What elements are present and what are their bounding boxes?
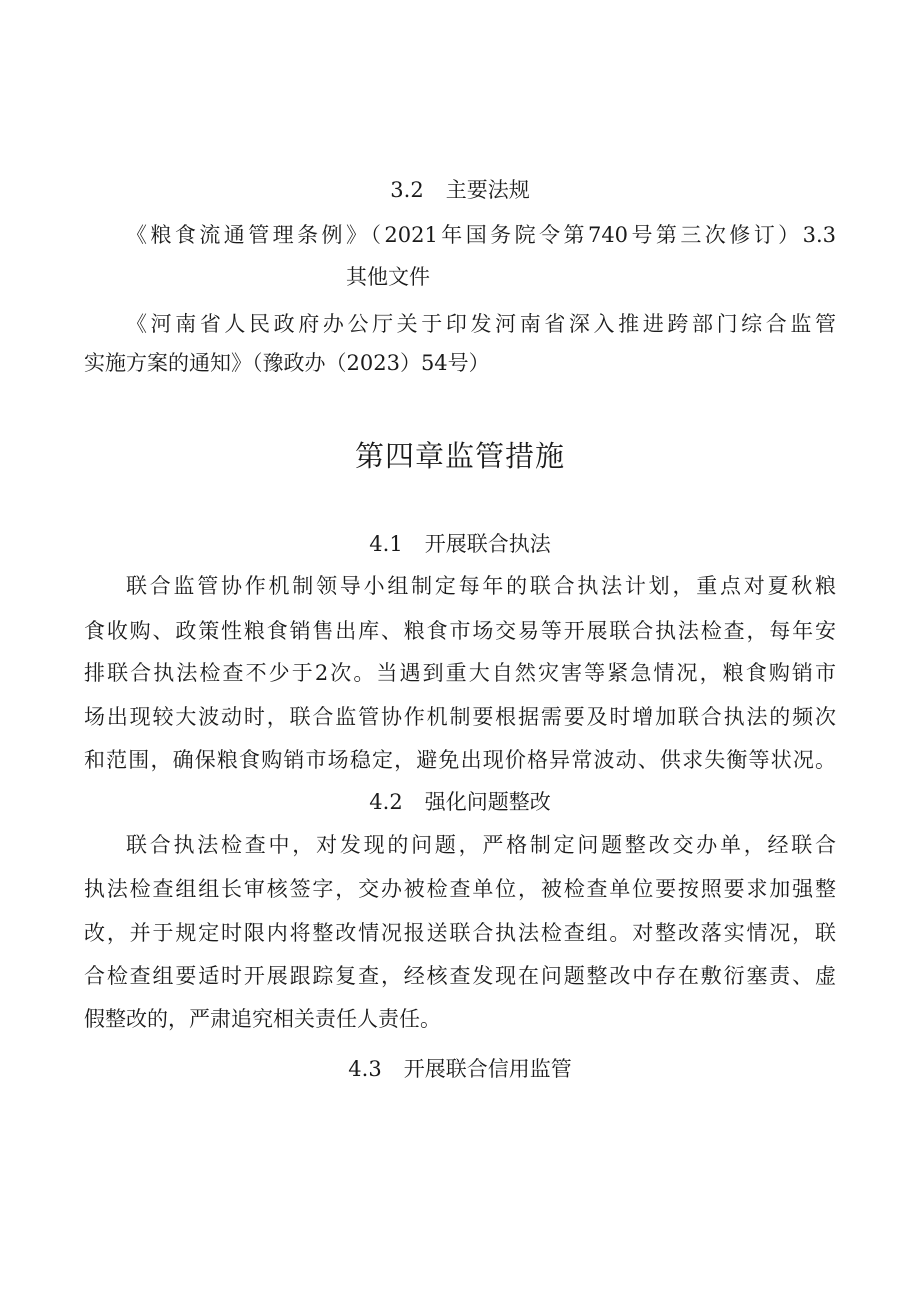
section-heading-4-3	[84, 1054, 836, 1084]
section-title: 开展联合信用监管	[403, 1057, 572, 1081]
para-4-2-line: 改，并于规定时限内将整改情况报送联合执法检查组。对整改落实情况，联	[84, 921, 836, 945]
section-number: 3.2	[390, 178, 424, 202]
regulation-line-1: 《粮食流通管理条例》（2021年国务院令第740号第三次修订）3.3	[126, 223, 836, 247]
notice-line-2: 实施方案的通知》（豫政办（2023）54号）	[84, 351, 490, 375]
para-4-2-line: 合检查组要适时开展跟踪复查，经核查发现在问题整改中存在敷衍塞责、虚	[84, 964, 836, 988]
regulation-line-2: 其他文件	[346, 265, 430, 289]
chapter-title: 第四章监管措施	[354, 439, 565, 473]
section-number: 4.2	[369, 790, 403, 814]
para-4-1-line: 和范围，确保粮食购销市场稳定，避免出现价格异常波动、供求失衡等状况。	[84, 748, 836, 772]
para-4-1-line: 食收购、政策性粮食销售出库、粮食市场交易等开展联合执法检查，每年安	[84, 619, 836, 643]
para-4-2-line: 假整改的，严肃追究相关责任人责任。	[84, 1007, 441, 1031]
section-title: 强化问题整改	[424, 790, 551, 814]
para-4-1-line: 排联合执法检查不少于2次。当遇到重大自然灾害等紧急情况，粮食购销市	[84, 661, 836, 685]
para-4-1-line: 联合监管协作机制领导小组制定每年的联合执法计划，重点对夏秋粮	[126, 574, 836, 598]
section-heading-4-2	[84, 787, 836, 817]
para-4-2-line: 执法检查组组长审核签字，交办被检查单位，被检查单位要按照要求加强整	[84, 877, 836, 901]
section-title: 开展联合执法	[424, 532, 551, 556]
para-4-1-line: 场出现较大波动时，联合监管协作机制要根据需要及时增加联合执法的频次	[84, 705, 836, 729]
para-4-2-line: 联合执法检查中，对发现的问题，严格制定问题整改交办单，经联合	[126, 833, 836, 857]
section-number: 4.1	[369, 532, 403, 556]
section-heading-4-1	[84, 529, 836, 559]
section-title: 主要法规	[445, 178, 530, 202]
notice-line-1: 《河南省人民政府办公厅关于印发河南省深入推进跨部门综合监管	[126, 312, 836, 336]
section-number: 4.3	[348, 1057, 382, 1081]
section-heading-3-2	[84, 175, 836, 205]
